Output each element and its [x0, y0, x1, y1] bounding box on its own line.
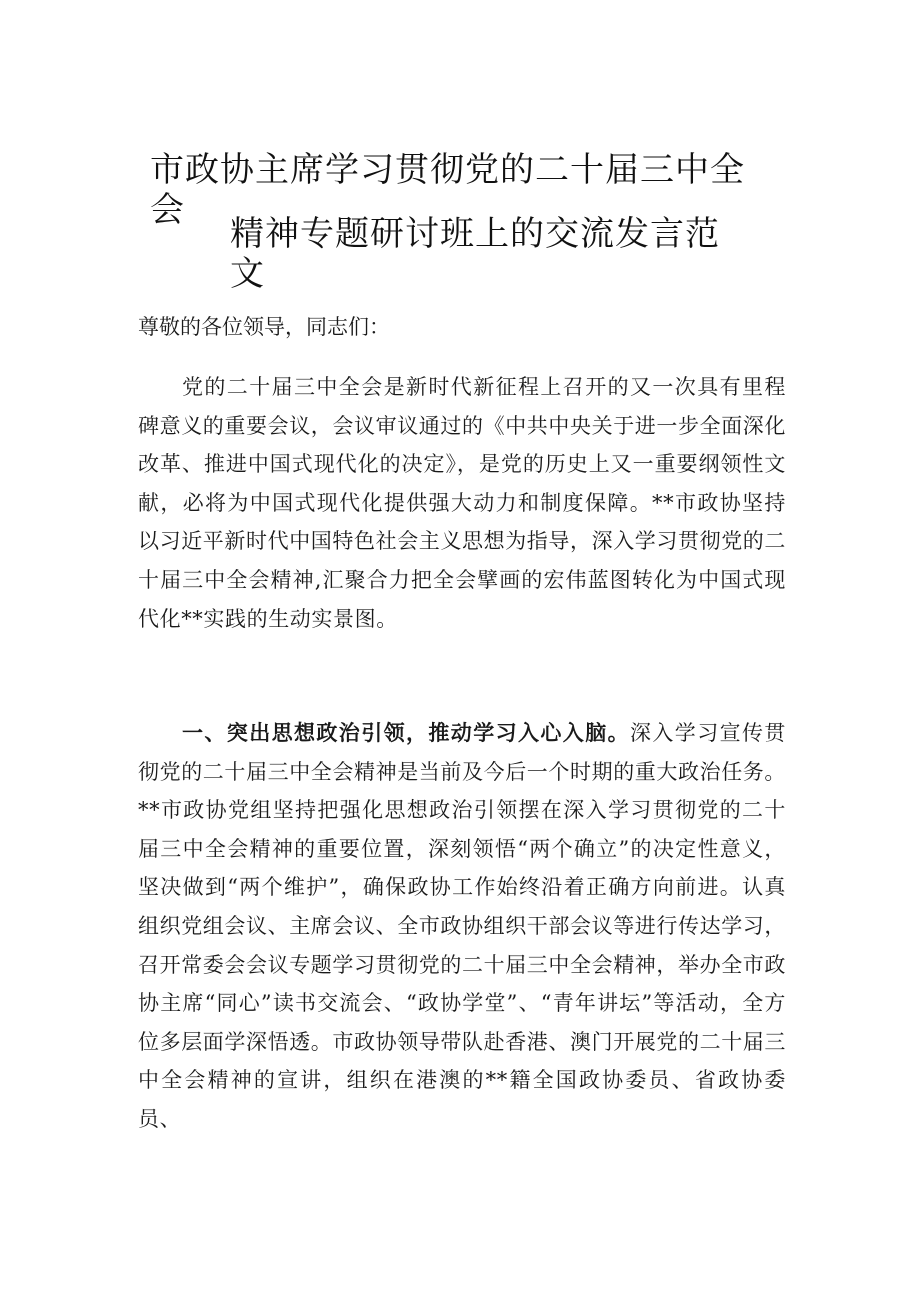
paragraph-intro: 党的二十届三中全会是新时代新征程上召开的又一次具有里程碑意义的重要会议，会议审议通过的《中共中央关于进一步全面深化改革、推进中国式现代化的决定》，是党的历史上又一重要纲领性文献，必将为中国式现代化提供强大动力和制度保障。**市政协坚持以习近平新时代中国特色社会主义思想为指导，深入学习贯彻党的二十届三中全会精神,汇聚合力把全会擘画的宏伟蓝图转化为中国式现代化**实践的生动实景图。	[138, 375, 786, 631]
section-1-body: 深入学习宣传贯彻党的二十届三中全会精神是当前及今后一个时期的重大政治任务。**市政协党组坚持把强化思想政治引领摆在深入学习贯彻党的二十届三中全会精神的重要位置，深刻领悟“两个确立”的决定性意义，坚决做到“两个维护”，确保政协工作始终沿着正确方向前进。认真组织党组会议、主席会议、全市政协组织干部会议等进行传达学习，召开常委会会议专题学习贯彻党的二十届三中全会精神，举办全市政协主席“同心”读书交流会、“政协学堂”、“青年讲坛”等活动，全方位多层面学深悟透。市政协领导带队赴香港、澳门开展党的二十届三中全会精神的宣讲，组织在港澳的**籍全国政协委员、省政协委员、	[138, 721, 786, 1131]
paragraph-section-1	[138, 714, 786, 1139]
salutation: 尊敬的各位领导，同志们：	[138, 315, 390, 339]
title-line-2: 精神专题研讨班上的交流发言范文	[230, 214, 720, 294]
section-1-heading: 一、突出思想政治引领，推动学习入心入脑。	[182, 720, 630, 745]
title-line-1: 市政协主席学习贯彻党的二十届三中全会	[150, 150, 745, 230]
